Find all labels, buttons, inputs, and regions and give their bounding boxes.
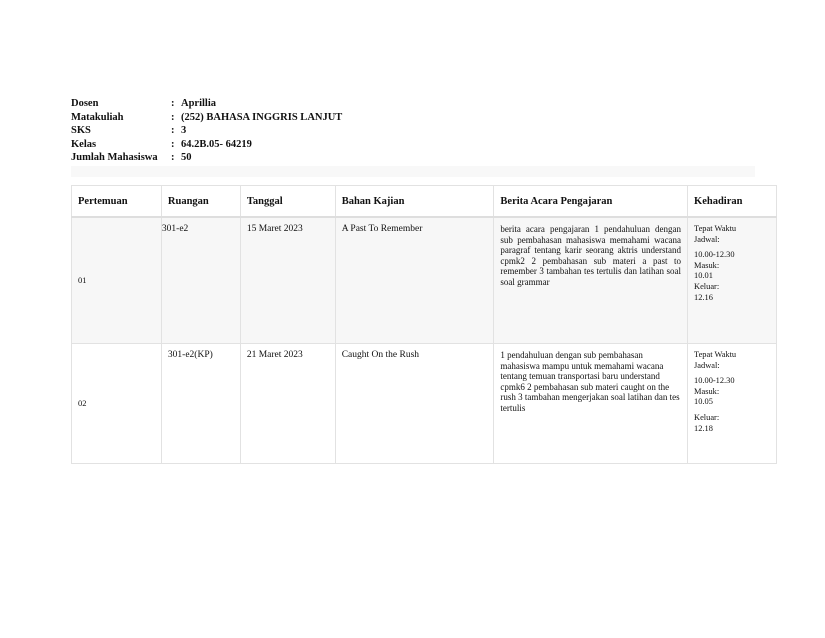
info-value-matakuliah: (252) BAHASA INGGRIS LANJUT [181, 111, 343, 123]
info-value-dosen: Aprillia [181, 98, 217, 109]
info-separator: : [171, 125, 175, 137]
hadir-jadwal-label: Jadwal: [694, 360, 720, 370]
header-tanggal: Tanggal [240, 186, 335, 218]
cell-ruangan: 301-e2 [161, 217, 240, 344]
header-berita-acara: Berita Acara Pengajaran [494, 186, 688, 218]
cell-kehadiran [688, 344, 777, 464]
info-separator: : [171, 98, 175, 109]
info-value-kelas: 64.2B.05- 64219 [181, 138, 252, 150]
hadir-masuk-label: Masuk: [694, 260, 720, 270]
table-row [72, 344, 777, 464]
hadir-masuk: 10.01 [694, 271, 713, 281]
cell-tanggal: 21 Maret 2023 [240, 344, 335, 464]
hadir-jadwal: 10.00-12.30 [694, 250, 735, 260]
info-label: Matakuliah [71, 111, 124, 123]
cell-pertemuan: 02 [72, 344, 162, 464]
hadir-keluar-label: Keluar: [694, 281, 720, 291]
cell-berita-acara: berita acara pengajaran 1 pendahuluan dengan sub pembahasan mahasiswa memahami wacana paragraf tentang karir seorang aktris understand cpmk2 2 pembahasan sub materi a past to remember 3 tambahan tes tertulis dan latihan soal soal grammar [494, 217, 688, 344]
divider-strip [71, 166, 755, 177]
hadir-keluar: 12.16 [694, 292, 713, 302]
hadir-status: Tepat Waktu [694, 224, 737, 233]
info-label: Jumlah Mahasiswa [71, 152, 158, 164]
header-bahan-kajian: Bahan Kajian [335, 186, 494, 218]
hadir-jadwal-label: Jadwal: [694, 234, 720, 244]
cell-bahan-kajian: A Past To Remember [335, 217, 494, 344]
info-row-sks [71, 124, 342, 138]
info-row-matakuliah [71, 111, 342, 125]
attendance-table [71, 185, 777, 464]
table-row [72, 217, 777, 344]
info-label: SKS [71, 125, 91, 137]
cell-ruangan: 301-e2(KP) [161, 344, 240, 464]
info-row-dosen [71, 97, 342, 111]
header-pertemuan: Pertemuan [72, 186, 162, 218]
cell-pertemuan: 01 [72, 217, 162, 344]
hadir-keluar-label: Keluar: [694, 412, 720, 422]
cell-kehadiran [688, 217, 777, 344]
info-separator: : [171, 152, 175, 164]
cell-berita-acara: 1 pendahuluan dengan sub pembahasan mahasiswa mampu untuk memahami wacana tentang temuan transportasi baru understand cpmk6 2 pembahasan sub materi caught on the rush 3 tambahan mengerjakan soal latihan dan tes tertulis [494, 344, 688, 464]
header-kehadiran: Kehadiran [688, 186, 777, 218]
cell-tanggal: 15 Maret 2023 [240, 217, 335, 344]
hadir-status: Tepat Waktu [694, 350, 737, 359]
hadir-masuk-label: Masuk: [694, 386, 720, 396]
info-separator: : [171, 138, 175, 150]
hadir-keluar: 12.18 [694, 423, 713, 433]
info-value-sks: 3 [181, 125, 187, 137]
info-label: Dosen [71, 98, 99, 109]
hadir-jadwal: 10.00-12.30 [694, 376, 735, 386]
info-label: Kelas [71, 138, 97, 150]
hadir-masuk: 10.05 [694, 397, 713, 407]
info-row-jumlah-mahasiswa [71, 151, 342, 165]
info-row-kelas [71, 138, 342, 152]
cell-bahan-kajian: Caught On the Rush [335, 344, 494, 464]
info-separator: : [171, 111, 175, 123]
table-header-row [72, 186, 777, 218]
course-info [71, 97, 342, 165]
header-ruangan: Ruangan [161, 186, 240, 218]
info-value-jumlah-mahasiswa: 50 [181, 152, 192, 164]
